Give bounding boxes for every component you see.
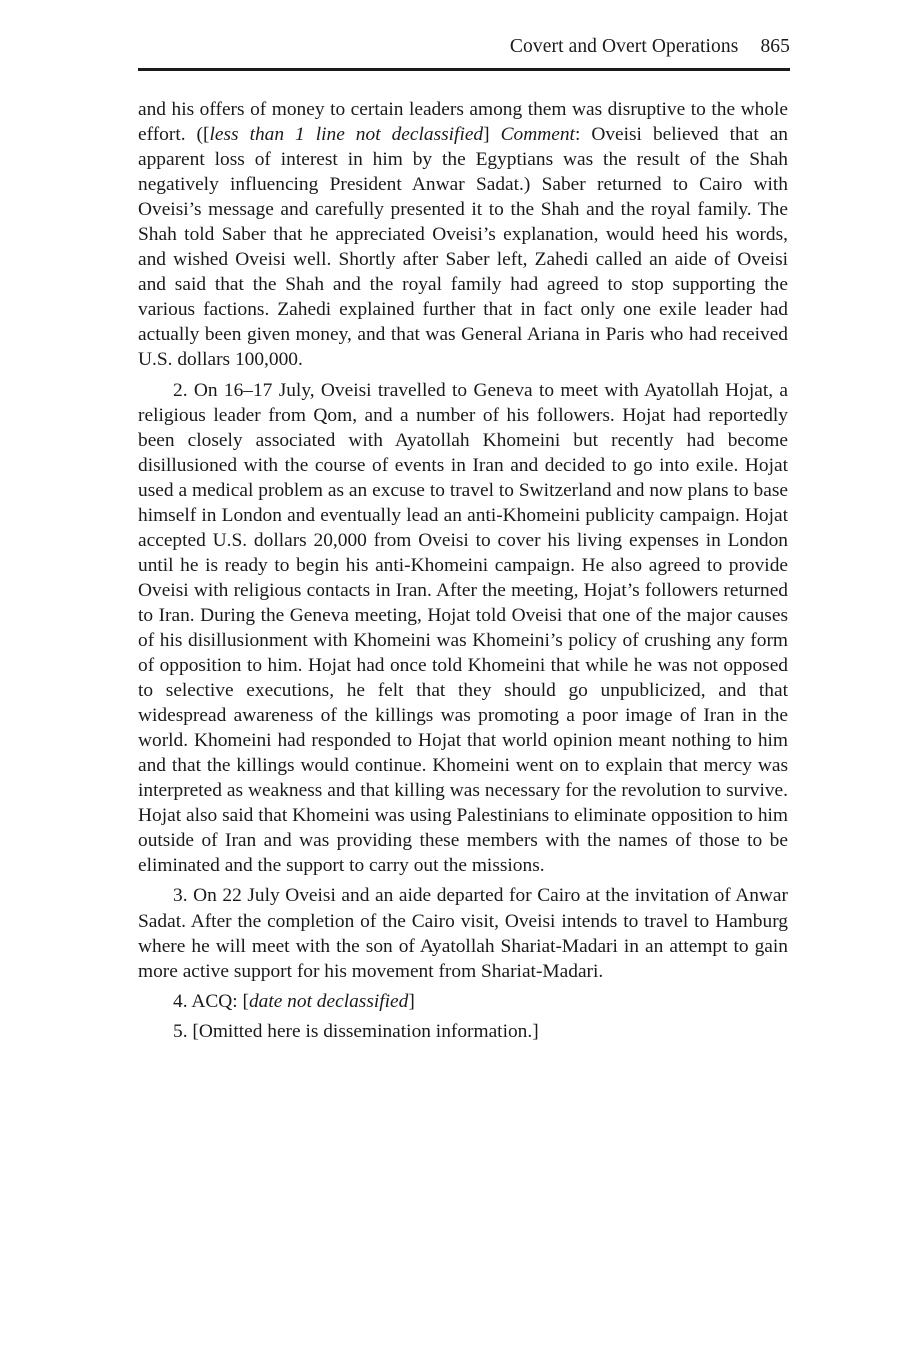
header-rule: [138, 68, 790, 71]
text-run: ]: [483, 124, 501, 146]
paragraph-continued: [138, 97, 788, 373]
running-header: [138, 36, 790, 66]
paragraph-3: 3. On 22 July Oveisi and an aide departed for Cairo at the invitation of Anwar Sadat. After the completion of the Cairo visit, Oveisi intends to travel to Hamburg where he will meet with the son of Ayatollah Shariat-Madari in an attempt to gain more active support for his movement from Shariat-Madari.: [138, 885, 788, 982]
comment-label: Comment: [500, 124, 575, 146]
section-title: Covert and Overt Operations: [509, 36, 739, 57]
paragraph-5: 5. [Omitted here is dissemination information.]: [173, 1020, 539, 1042]
paragraph-4: [138, 989, 788, 1014]
body-text: [138, 97, 788, 1049]
redaction-note: less than 1 line not declassified: [209, 124, 484, 146]
redaction-note: date not declassified: [248, 990, 409, 1012]
page-number: 865: [760, 36, 790, 57]
text-run: : Oveisi believed that an apparent loss of interest in him by the Egyptians was the result of the Shah negatively influencing President Anwar Sadat.) Saber returned to Cairo with Oveisi’s message and carefully presented it to the Shah and the royal family. The Shah told Saber that he appreciated Oveisi’s explanation, would heed his words, and wished Oveisi well. Shortly after Saber left, Zahedi called an aide of Oveisi and said that the Shah and the royal family had agreed to stop supporting the various factions. Zahedi explained further that in fact only one exile leader had actually been given money, and that was General Ariana in Paris who had received U.S. dollars 100,000.: [138, 124, 789, 371]
text-run: and his offers of money to certain leaders among them was disruptive to the whole effort. ([: [138, 99, 788, 146]
paragraph-2: 2. On 16–17 July, Oveisi travelled to Geneva to meet with Ayatollah Hojat, a religious leader from Qom, and a number of his followers. Hojat had reportedly been closely associated with Ayatollah Khomeini but recently had become disillusioned with the course of events in Iran and decided to go into exile. Hojat used a medical problem as an excuse to travel to Switzerland and now plans to base himself in London and eventually lead an anti-Khomeini publicity campaign. Hojat accepted U.S. dollars 20,000 from Oveisi to cover his living expenses in London until he is ready to begin his anti-Khomeini campaign. He also agreed to provide Oveisi with religious contacts in Iran. After the meeting, Hojat’s followers returned to Iran. During the Geneva meeting, Hojat told Oveisi that one of the major causes of his disillusionment with Khomeini was Khomeini’s policy of crushing any form of opposition to him. Hojat had once told Khomeini that while he was not opposed to selective executions, he felt that they should go unpublicized, and that widespread awareness of the killings was promoting a poor image of Iran in the world. Khomeini had responded to Hojat that world opinion meant nothing to him and that the killings would continue. Khomeini went on to explain that mercy was interpreted as weakness and that killing was necessary for the revolution to survive. Hojat also said that Khomeini was using Palestinians to eliminate opposition to him outside of Iran and was providing these members with the names of those to be eliminated and the support to carry out the missions.: [138, 379, 788, 877]
text-run: 4. ACQ: [: [173, 990, 249, 1012]
text-run: ]: [408, 990, 415, 1012]
